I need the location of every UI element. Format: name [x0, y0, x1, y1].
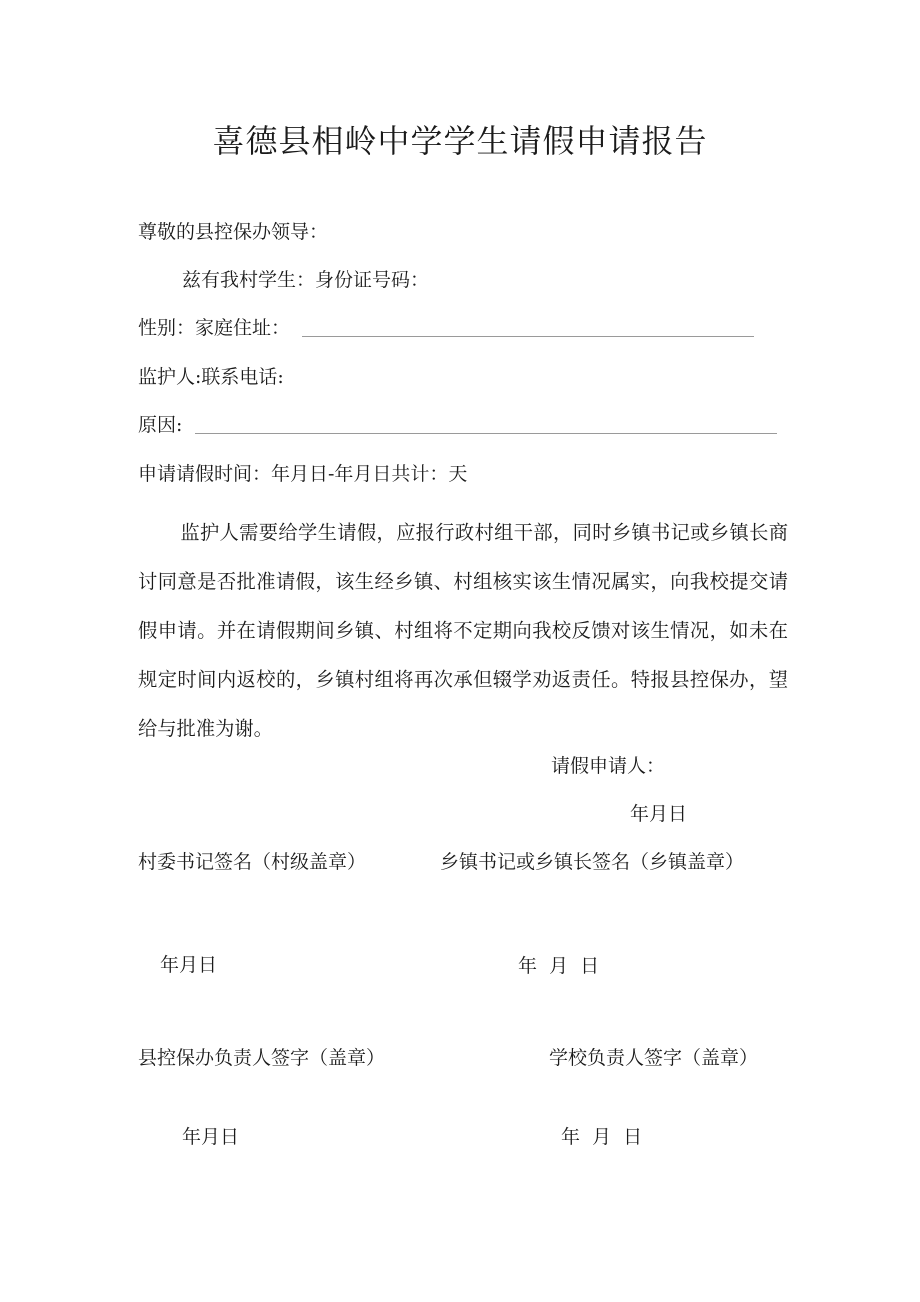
school-leader-signature: 学校负责人签字（盖章）	[549, 1047, 759, 1069]
document-title: 喜德县相岭中学学生请假申请报告	[212, 122, 708, 160]
applicant-label: 请假申请人：	[551, 755, 666, 777]
county-office-signature: 县控保办负责人签字（盖章）	[138, 1047, 386, 1069]
body-paragraph-text: 监护人需要给学生请假，应报行政村组干部，同时乡镇书记或乡镇长商讨同意是否批准请假，该生经乡镇、村组核实该生情况属实，向我校提交请假申请。并在请假期间乡镇、村组将不定期向我校反馈对该生情况，如未在规定时间内返校的，乡镇村组将再次承但辍学劝返责任。特报县控保办，望给与批准为谢。	[138, 521, 788, 740]
guardian-phone-label: 监护人:联系电话:	[138, 366, 284, 388]
village-signature-date: 年月日	[160, 954, 218, 976]
body-paragraph	[138, 508, 788, 753]
school-signature-date: 年 月 日	[561, 1126, 643, 1148]
gender-address-label: 性别：家庭住址：	[138, 317, 291, 339]
reason-label: 原因:	[138, 414, 183, 436]
county-signature-date: 年月日	[182, 1126, 240, 1148]
village-secretary-signature: 村委书记签名（村级盖章）	[138, 851, 367, 873]
leave-period-line: 申请请假时间：年月日-年月日共计：天	[138, 463, 468, 485]
township-leader-signature: 乡镇书记或乡镇长签名（乡镇盖章）	[440, 851, 745, 873]
township-signature-date: 年 月 日	[518, 955, 600, 977]
reason-underline	[195, 433, 777, 434]
salutation: 尊敬的县控保办领导：	[138, 221, 329, 243]
applicant-date: 年月日	[630, 803, 688, 825]
address-underline	[302, 336, 754, 337]
student-id-line: 兹有我村学生：身份证号码：	[182, 269, 430, 291]
